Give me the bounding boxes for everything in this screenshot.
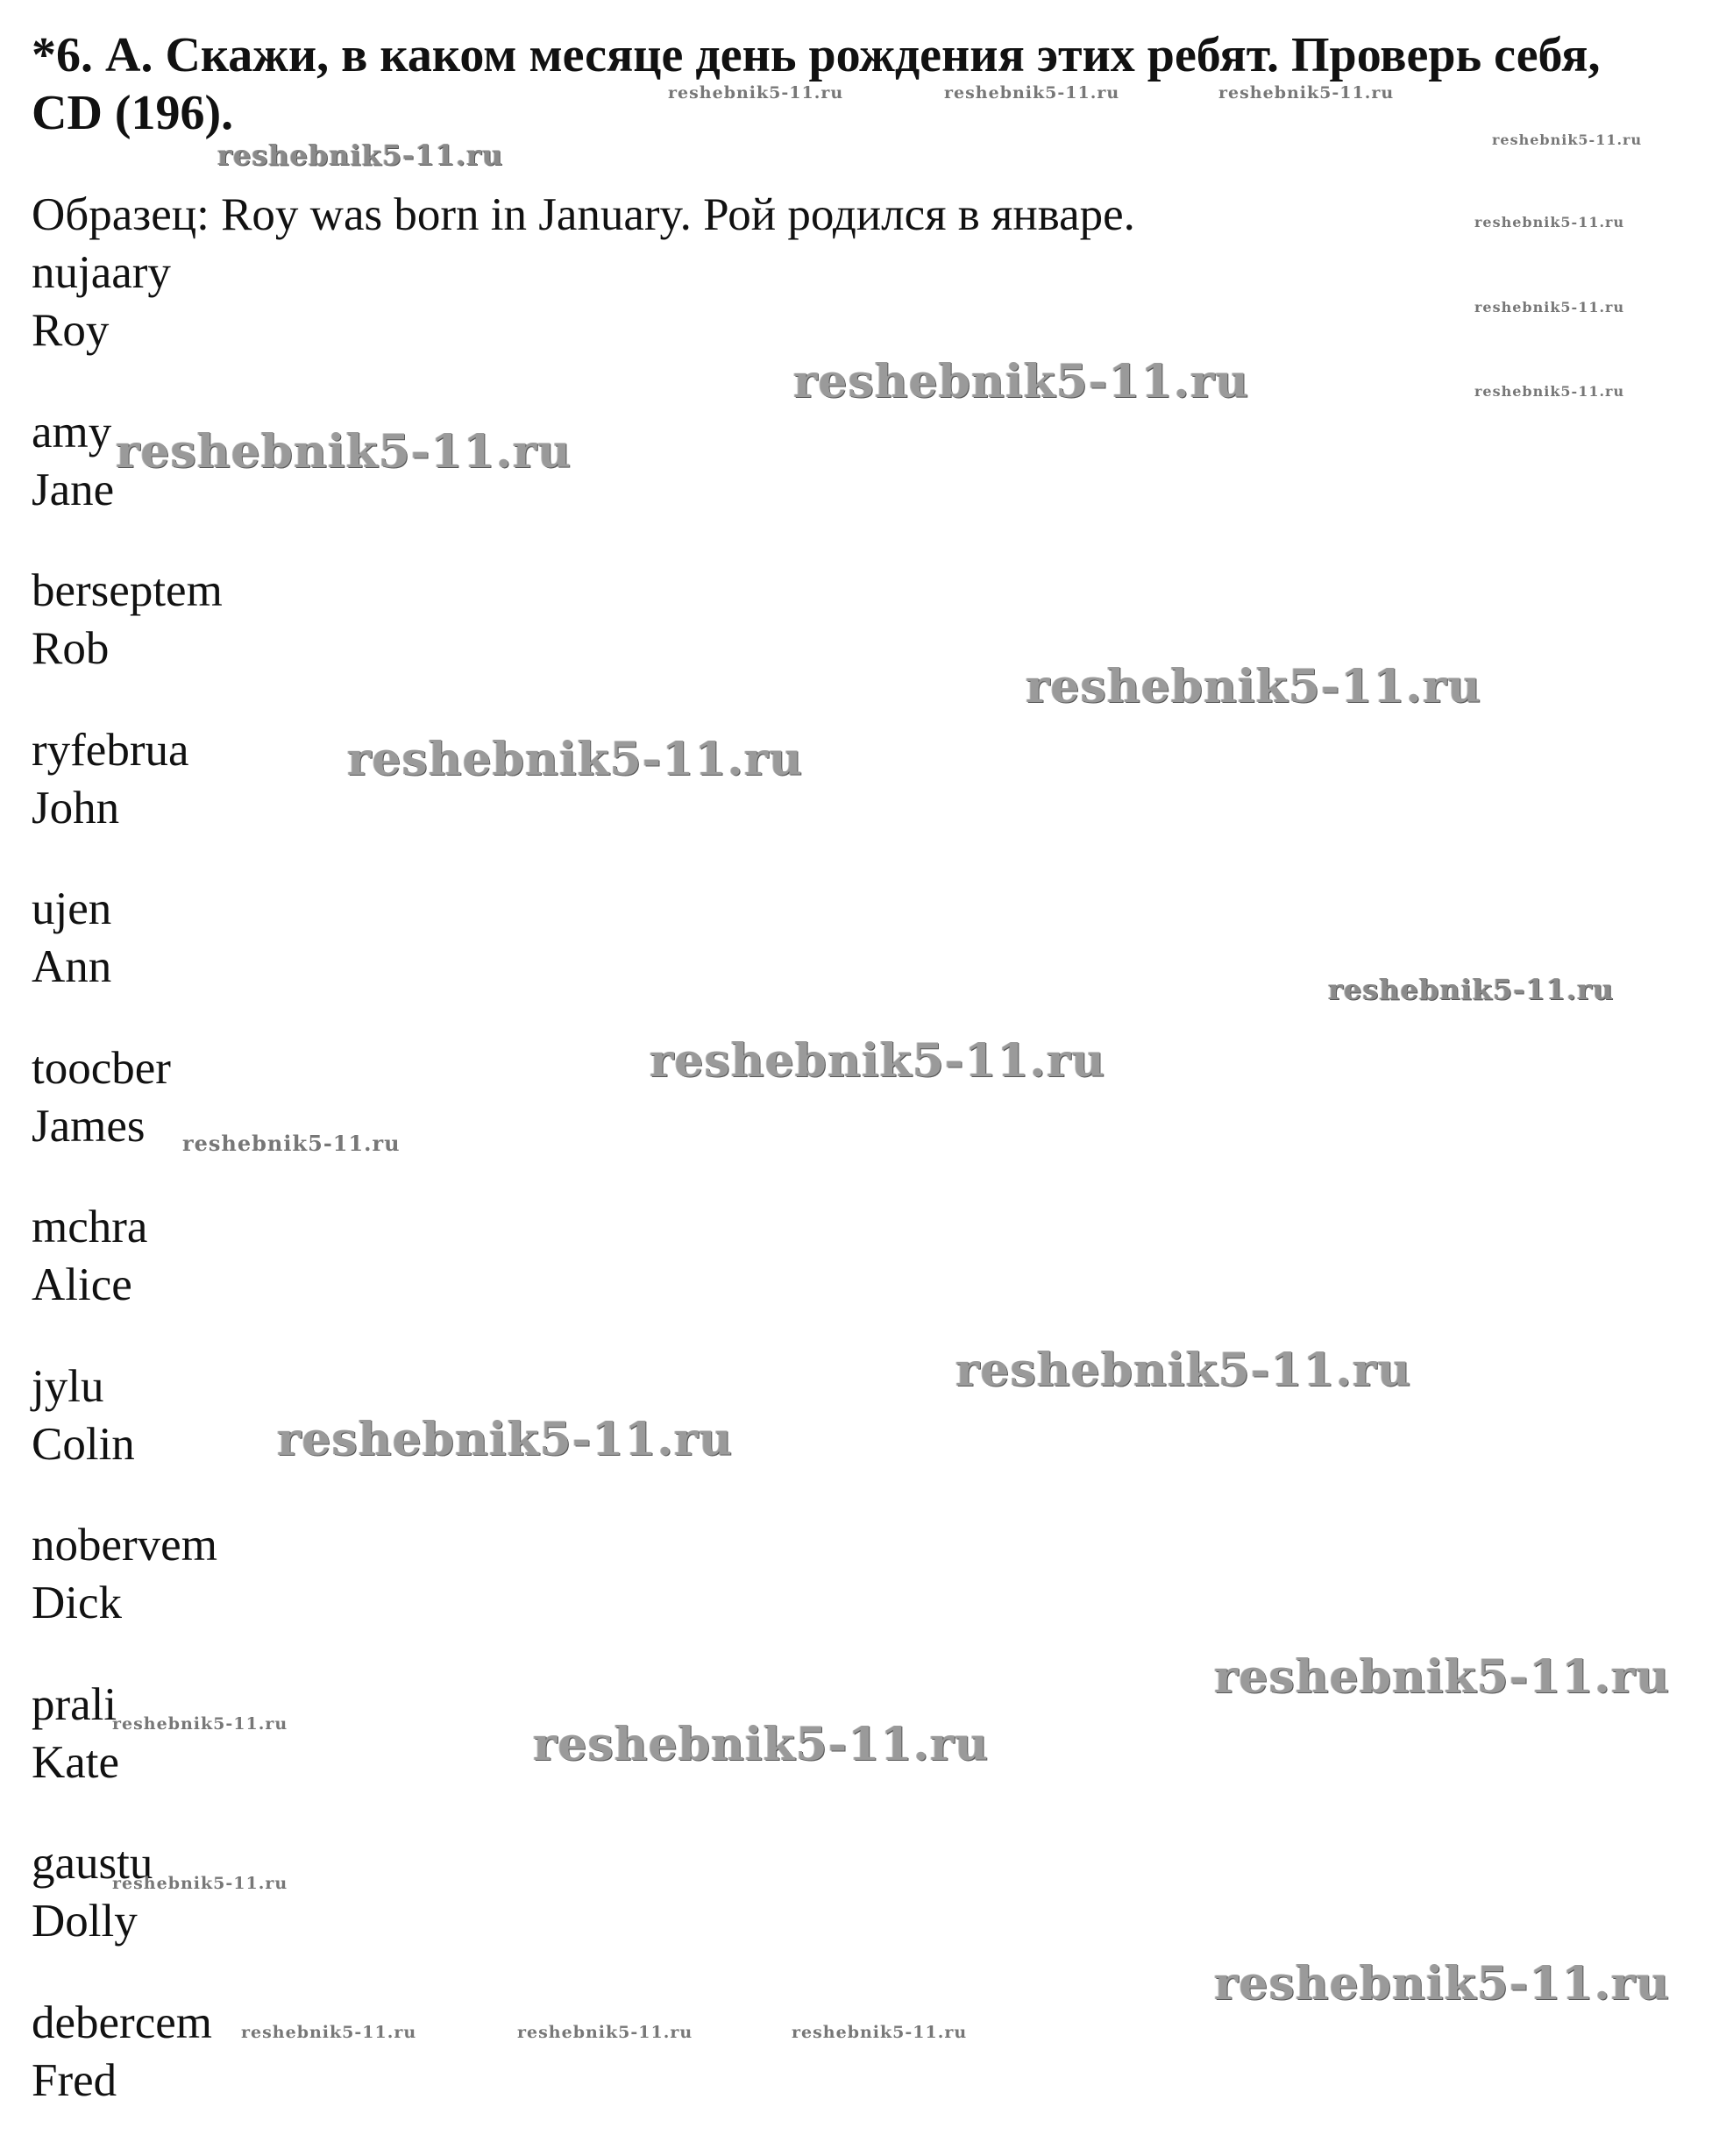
watermark: reshebnik5-11.ru — [241, 2023, 417, 2042]
watermark: reshebnik5-11.ru — [533, 1718, 990, 1771]
watermark: reshebnik5-11.ru — [1218, 83, 1395, 103]
task-heading-line-1: *6. А. Скажи, в каком месяце день рождения этих ребят. Проверь себя, — [32, 28, 1601, 82]
list-item — [32, 1516, 223, 1676]
watermark: reshebnik5-11.ru — [1214, 1650, 1671, 1704]
watermark: reshebnik5-11.ru — [792, 2023, 968, 2042]
person-name: Kate — [32, 1736, 120, 1788]
watermark: reshebnik5-11.ru — [955, 1344, 1412, 1397]
scrambled-month: jylu — [32, 1360, 104, 1412]
list-item — [32, 880, 223, 1039]
list-item — [32, 1994, 223, 2153]
scrambled-month: amy — [32, 406, 112, 457]
word-list — [32, 244, 223, 2152]
scrambled-month: ujen — [32, 883, 112, 934]
scrambled-month: nobervem — [32, 1520, 217, 1571]
watermark: reshebnik5-11.ru — [112, 1874, 288, 1893]
person-name: Fred — [32, 2054, 117, 2106]
person-name: James — [32, 1100, 146, 1152]
scrambled-month: prali — [32, 1678, 117, 1730]
watermark: reshebnik5-11.ru — [793, 355, 1250, 408]
watermark: reshebnik5-11.ru — [1492, 131, 1643, 148]
person-name: Roy — [32, 305, 110, 356]
person-name: Alice — [32, 1259, 132, 1310]
person-name: Rob — [32, 623, 110, 674]
watermark: reshebnik5-11.ru — [217, 138, 504, 172]
list-item — [32, 244, 223, 403]
task-heading — [32, 26, 1697, 142]
scrambled-month: ryfebrua — [32, 724, 189, 776]
person-name: Colin — [32, 1418, 135, 1470]
list-item — [32, 1834, 223, 1994]
scrambled-month: nujaary — [32, 247, 171, 298]
watermark: reshebnik5-11.ru — [1474, 383, 1625, 400]
person-name: John — [32, 782, 120, 833]
list-item — [32, 1358, 223, 1517]
watermark: reshebnik5-11.ru — [944, 83, 1120, 103]
list-item — [32, 1039, 223, 1199]
list-item — [32, 1198, 223, 1358]
watermark: reshebnik5-11.ru — [1328, 973, 1615, 1006]
list-item — [32, 562, 223, 721]
person-name: Ann — [32, 941, 112, 992]
person-name: Jane — [32, 464, 115, 515]
person-name: Dolly — [32, 1896, 138, 1947]
watermark: reshebnik5-11.ru — [182, 1131, 401, 1156]
watermark: reshebnik5-11.ru — [347, 733, 804, 786]
list-item — [32, 721, 223, 881]
task-heading-line-2: CD (196). — [32, 86, 234, 140]
watermark: reshebnik5-11.ru — [668, 83, 844, 103]
watermark: reshebnik5-11.ru — [116, 425, 572, 479]
scrambled-month: toocber — [32, 1042, 171, 1094]
watermark: reshebnik5-11.ru — [517, 2023, 693, 2042]
watermark: reshebnik5-11.ru — [1474, 299, 1625, 316]
person-name: Dick — [32, 1578, 123, 1628]
watermark: reshebnik5-11.ru — [1026, 660, 1482, 713]
watermark: reshebnik5-11.ru — [1474, 214, 1625, 230]
scrambled-month: berseptem — [32, 565, 223, 616]
watermark: reshebnik5-11.ru — [1214, 1957, 1671, 2011]
sample-sentence: Образец: Roy was born in January. Рой родился в январе. — [32, 189, 1135, 240]
scrambled-month: gaustu — [32, 1838, 153, 1889]
scrambled-month: mchra — [32, 1202, 148, 1252]
list-item — [32, 1676, 223, 1835]
watermark: reshebnik5-11.ru — [112, 1714, 288, 1734]
watermark: reshebnik5-11.ru — [650, 1034, 1106, 1088]
watermark: reshebnik5-11.ru — [277, 1413, 734, 1466]
scrambled-month: debercem — [32, 1996, 212, 2048]
